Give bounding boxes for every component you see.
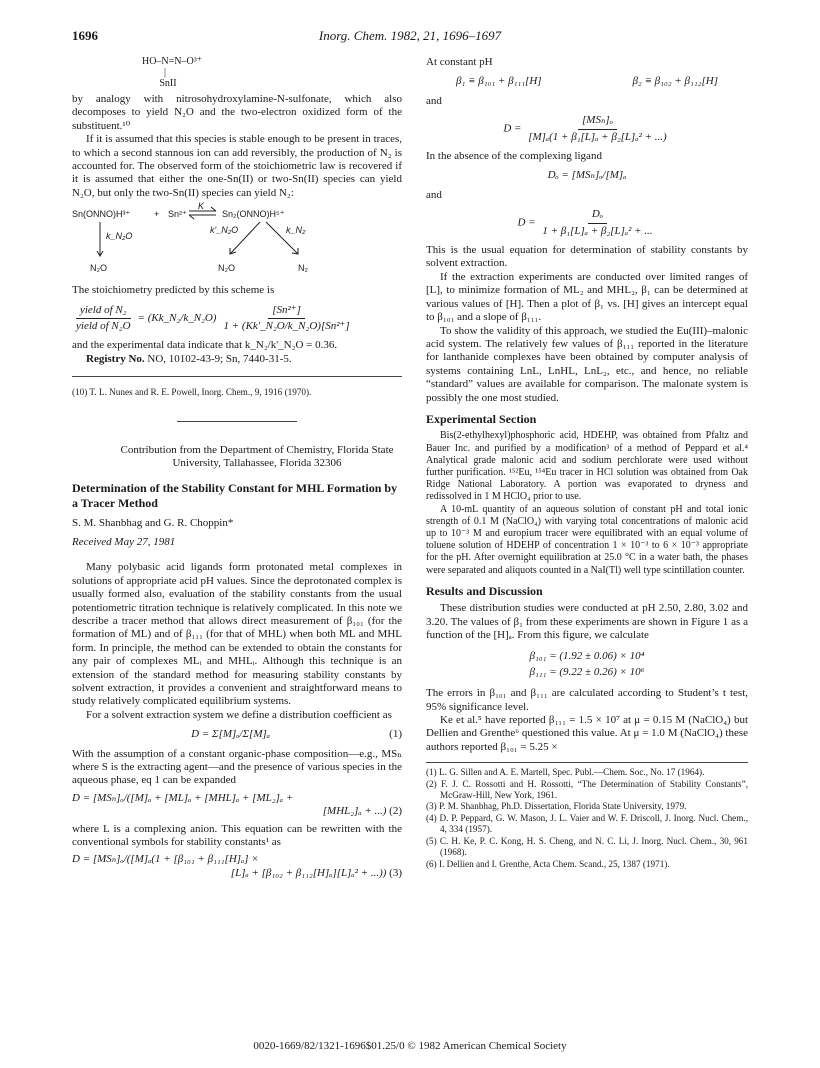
registry-text: NO, 10102-43-9; Sn, 7440-31-5.: [147, 352, 292, 365]
paragraph: A 10-mL quantity of an aqueous solution of constant pH and total ionic strength of 0.1 M (NaClO₄) with varying total concentrations of malonic acid up to 10⁻³ M and europium tracer were equilibrated with an equal volume of toluene solution of HDEHP of concentration 1 × 10⁻³ to 6 × 10⁻³ appropriate for the pH. After overnight equilibration at 25.0 °C in a water bath, the phases were separated and aliquots counted in a NaI(Tl) well type scintillation counter.: [426, 503, 748, 576]
eq-factor: = (Kk_N₂/k_N₂O): [137, 311, 217, 324]
paragraph: In the absence of the complexing ligand: [426, 150, 602, 163]
eq-numerator: [Sn²⁺]: [268, 304, 305, 319]
eq-numerator: Dₒ: [588, 208, 607, 223]
scheme-product-n2o: N₂O: [218, 263, 235, 274]
reference-item: (5) C. H. Ke, P. C. Kong, H. S. Cheng, and N. C. Li, J. Inorg. Nucl. Chem., 30, 961 (1968).: [426, 835, 748, 858]
paragraph: For a solvent extraction system we define a distribution coefficient as: [86, 708, 392, 721]
paragraph: If it is assumed that this species is stable enough to be present in traces, to which a second stannous ion can add reversibly, the production of N₂ is accounted for. The observed form of the stoichiometric law is recovered if it is assumed that either the one-Sn(II) or two-Sn(II) species can yield N₂O, but only the two-Sn(II) species can yield N₂:: [72, 133, 402, 199]
paragraph: by analogy with nitrosohydroxylamine-N-sulfonate, which also decomposes to yield N₂O and the two-electron oxidized form of the substituent.¹⁰: [72, 93, 402, 132]
left-column: [72, 56, 402, 884]
scheme-product: Sn₂(ONNO)H⁵⁺: [222, 209, 285, 220]
result-beta101: β₁₀₁ = (1.92 ± 0.06) × 10⁴: [529, 650, 645, 663]
reaction-scheme: [72, 201, 402, 278]
eq-denominator: 1 + (Kk'_N₂O/k_N₂O)[Sn²⁺]: [223, 320, 350, 333]
reference-item: (4) D. P. Peppard, G. W. Mason, J. L. Vaier and W. F. Driscoll, J. Inorg. Nucl. Chem., 4, 334 (1957).: [426, 812, 748, 835]
equation-text: D = [MSₙ]ₒ/([M]ₐ(1 + [β₁₀₁ + β₁₁₁[H]ₐ] ×: [72, 853, 259, 866]
stoichiometry-equation: [72, 304, 402, 334]
right-column: [426, 56, 748, 870]
paragraph: The errors in β₁₀₁ and β₁₁₁ are calculated according to Student’s t test, 95% significance level.: [426, 687, 748, 713]
result-beta111: β₁₁₁ = (9.22 ± 0.26) × 10⁶: [529, 665, 645, 678]
paragraph: This is the usual equation for determination of stability constants by solvent extraction.: [426, 244, 748, 270]
footnote: (10) T. L. Nunes and R. E. Powell, Inorg. Chem., 9, 1916 (1970).: [72, 387, 312, 398]
equation-2: [72, 792, 402, 819]
equation-text: β₂ ≡ β₁₀₂ + β₁₁₂[H]: [632, 75, 718, 88]
eq-denominator: yield of N₂O: [76, 320, 131, 333]
structure-tin: SnII: [159, 78, 177, 89]
paragraph: With the assumption of a constant organic-phase composition—e.g., MSₙ where S is the extracting agent—and the presence of various species in the aqueous phase, eq 1 can be expanded: [72, 747, 402, 787]
reference-item: (3) P. M. Shanbhag, Ph.D. Dissertation, Florida State University, 1979.: [426, 801, 687, 812]
scheme-product-n2o: N₂O: [90, 263, 107, 274]
journal-citation: Inorg. Chem. 1982, 21, 1696–1697: [318, 28, 502, 43]
equation-d: D = $\frac{\text{[MSₙ]ₒ}}{\text{[M]ₐ(1 + β₁[L]ₐ + β₂[L]ₐ² + ...)}}$: [426, 114, 748, 144]
section-heading: Results and Discussion: [426, 583, 543, 598]
paragraph: and: [426, 188, 442, 201]
structure-formula: [0, 56, 402, 89]
paragraph: and the experimental data indicate that k_N₂/k'_N₂O = 0.36.: [72, 339, 338, 352]
divider: [426, 762, 748, 763]
paragraph: and: [426, 94, 442, 107]
equation-text: [MHL₂]ₐ + ...): [322, 805, 387, 818]
eq-denominator: [M]ₐ(1 + β₁[L]ₐ + β₂[L]ₐ² + ...): [528, 130, 667, 143]
paragraph: Many polybasic acid ligands form protonated metal complexes in solutions of appropriate acid pH values. Since the deprotonated complex is usually formed also, evaluation of the stability constants from the usual potentiometric titration technique is relatively complicated. In this note we describe a tracer method that allows direct measurement of β₁₀₁ (for the formation of ML) and of β₁₁₁ (for that of MHL) when both ML and MHL form. In principle, the method can be extended to obtain the constants for any pair of complexes MLᵢ and MHLᵢ. Although this technique is an extension of the standard method for measuring stability constants by solvent extraction, it provides a convenient and straightforward means to study relatively complicated equilibrium systems.: [72, 561, 402, 708]
equation-1: [72, 728, 402, 741]
page-number: 1696: [72, 28, 98, 43]
equation-3: [72, 853, 402, 880]
equation-number: (1): [389, 728, 402, 741]
eq-denominator: 1 + β₁[L]ₐ + β₂[L]ₐ² + ...: [542, 224, 653, 237]
eq-numerator: yield of N₂: [76, 304, 131, 319]
equation-number: (3): [389, 866, 402, 879]
received-date: Received May 27, 1981: [72, 535, 176, 548]
scheme-k3: k_N₂: [286, 225, 306, 236]
scheme-k: K: [198, 201, 205, 212]
equation-text: [L]ₐ + [β₁₀₂ + β₁₁₂[H]ₐ][L]ₐ² + ...)): [230, 866, 387, 879]
divider: [72, 376, 402, 377]
paragraph: At constant pH: [426, 56, 493, 68]
paragraph: where L is a complexing anion. This equation can be rewritten with the conventional symbols for stability constants¹ as: [72, 822, 402, 849]
article-title: Determination of the Stability Constant for MHL Formation by a Tracer Method: [72, 480, 398, 510]
scheme-tin-ion: Sn²⁺: [168, 209, 187, 220]
reference-list: [426, 767, 748, 870]
reference-item: (1) L. G. Sillen and A. E. Martell, Spec. Publ.—Chem. Soc., No. 17 (1964).: [426, 767, 705, 778]
authors: S. M. Shanbhag and G. R. Choppin*: [72, 516, 234, 529]
page-header: [72, 28, 748, 46]
paragraph: If the extraction experiments are conducted over limited ranges of [L], to minimize formation of ML₂ and MHL₂, β₁ can be determined at various values of [H]. Then a plot of β₁ vs. [H] gives an intercept equal to β₁₀₁ and a slope of β₁₁₁.: [426, 270, 748, 324]
registry-label: Registry No.: [86, 352, 145, 365]
scheme-reactant: Sn(ONNO)H³⁺: [72, 209, 131, 220]
paragraph: Ke et al.⁵ have reported β₁₁₁ = 1.5 × 10⁷ at μ = 0.15 M (NaClO₄) but Dellien and Grenthe⁶ questioned this value. At μ = 1.0 M (NaClO₄) these authors reported β₁₀₁ = 5.25 ×: [426, 714, 748, 753]
structure-bond: |: [163, 67, 166, 78]
scheme-k1: k_N₂O: [106, 231, 133, 242]
beta-definitions: [426, 75, 748, 88]
equation-text: D = [MSₙ]ₒ/([M]ₐ + [ML]ₐ + [MHL]ₐ + [ML₂]ₐ +: [72, 791, 294, 804]
reference-item: (2) F. J. C. Rossotti and H. Rossotti, “The Determination of Stability Constants”, McGraw-Hill, New York, 1961.: [426, 778, 748, 801]
equation-d-simplified: D = $\frac{\text{Dₒ}}{\text{1 + β₁[L]ₐ + β₂[L]ₐ² + ...}}$: [426, 208, 748, 238]
paragraph: Bis(2-ethylhexyl)phosphoric acid, HDEHP, was obtained from Pfaltz and Bauer Inc. and purified by a modification³ of a method of Peppard et al.⁴ Analytical grade malonic acid and sodium perchlorate were used without further purification. ¹⁵²Eu, ¹⁵⁴Eu tracer in HCl solution was obtained from Oak Ridge National Laboratory. A portion was evaporated to dryness and redissolved in 1 M HClO₄ prior to use.: [426, 430, 748, 503]
scheme-k2: k'_N₂O: [210, 225, 239, 236]
paragraph: To show the validity of this approach, we studied the Eu(III)–malonic acid system. The relatively few values of β₁₁₁ reported in the literature for lanthanide complexes have been obtained by computer analysis of systems containing LnL, LnHL, LnL₂, etc., and hence, no reliable “standard” values are available for comparison. The malonate system is possibly the one most studied.: [426, 324, 748, 404]
structure-line: HO–N=N–O³⁺: [141, 56, 203, 67]
reference-item: (6) I. Dellien and I. Grenthe, Acta Chem. Scand., 25, 1387 (1971).: [426, 858, 670, 869]
section-heading: Experimental Section: [426, 411, 537, 426]
paragraph: The stoichiometry predicted by this scheme is: [72, 284, 275, 297]
paragraph: These distribution studies were conducted at pH 2.50, 2.80, 3.02 and 3.20. The values of β₁ from these experiments are shown in Figure 1 as a function of the [H]ₐ. From this figure, we calculate: [426, 602, 748, 641]
equation-text: D = Σ[M]ₒ/Σ[M]ₐ: [191, 728, 270, 741]
equation-text: β₁ ≡ β₁₀₁ + β₁₁₁[H]: [456, 75, 542, 88]
scheme-plus: +: [154, 209, 160, 220]
scheme-product-n2: N₂: [298, 263, 308, 274]
eq-numerator: [MSₙ]ₒ: [578, 114, 617, 129]
equation-d0: Dₒ = [MSₙ]ₒ/[M]ₐ: [547, 169, 627, 182]
contribution-note: Contribution from the Department of Chemistry, Florida State University, Tallahassee, Florida 32306: [120, 443, 394, 470]
divider: [177, 421, 297, 422]
equation-number: (2): [389, 805, 402, 818]
copyright-footer: 0020-1669/82/1321-1696$01.25/0 © 1982 American Chemical Society: [253, 1040, 567, 1052]
